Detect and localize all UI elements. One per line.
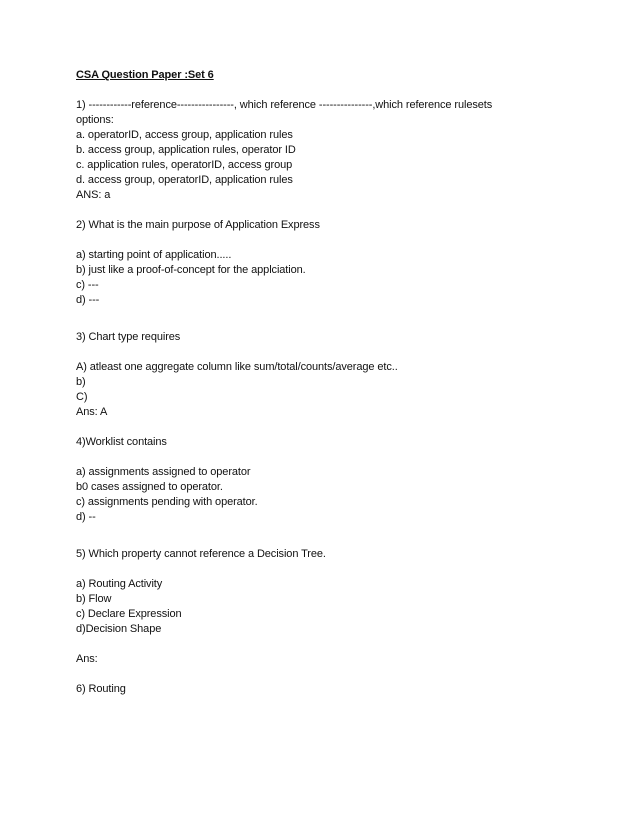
option-b: b) bbox=[76, 376, 86, 388]
option-a: a. operatorID, access group, application rules bbox=[76, 129, 293, 141]
spacer bbox=[76, 308, 596, 330]
option-d: d. access group, operatorID, application rules bbox=[76, 174, 293, 186]
question-text: 4)Worklist contains bbox=[76, 436, 167, 448]
question-text: 2) What is the main purpose of Application Express bbox=[76, 219, 320, 231]
document-body bbox=[76, 68, 596, 697]
question-1 bbox=[76, 98, 596, 203]
spacer bbox=[76, 637, 596, 652]
option-d: d) -- bbox=[76, 511, 96, 523]
document-title: CSA Question Paper :Set 6 bbox=[76, 69, 214, 81]
option-c: C) bbox=[76, 391, 88, 403]
option-b: b. access group, application rules, operator ID bbox=[76, 144, 296, 156]
question-4 bbox=[76, 435, 596, 525]
option-b: b) Flow bbox=[76, 593, 112, 605]
answer: Ans: bbox=[76, 653, 98, 665]
question-6 bbox=[76, 682, 596, 697]
answer: Ans: A bbox=[76, 406, 108, 418]
option-c: c) --- bbox=[76, 279, 99, 291]
spacer bbox=[76, 450, 596, 465]
spacer bbox=[76, 525, 596, 547]
spacer bbox=[76, 233, 596, 248]
option-d: d) --- bbox=[76, 294, 100, 306]
spacer bbox=[76, 667, 596, 682]
spacer bbox=[76, 562, 596, 577]
question-5 bbox=[76, 547, 596, 667]
spacer bbox=[76, 203, 596, 218]
option-c: c. application rules, operatorID, access group bbox=[76, 159, 293, 171]
question-text: 3) Chart type requires bbox=[76, 331, 181, 343]
question-3 bbox=[76, 330, 596, 420]
question-text: 6) Routing bbox=[76, 683, 126, 695]
question-2 bbox=[76, 218, 596, 308]
question-text: 5) Which property cannot reference a Decision Tree. bbox=[76, 548, 326, 560]
question-text: 1) ------------reference----------------, which reference ---------------,which reference rulesets bbox=[76, 99, 493, 111]
option-b: b0 cases assigned to operator. bbox=[76, 481, 223, 493]
answer: ANS: a bbox=[76, 189, 111, 201]
option-b: b) just like a proof-of-concept for the applciation. bbox=[76, 264, 306, 276]
option-a: A) atleast one aggregate column like sum/total/counts/average etc.. bbox=[76, 361, 398, 373]
option-d: d)Decision Shape bbox=[76, 623, 162, 635]
spacer bbox=[76, 420, 596, 435]
option-a: a) Routing Activity bbox=[76, 578, 163, 590]
option-c: c) Declare Expression bbox=[76, 608, 182, 620]
option-a: a) starting point of application..... bbox=[76, 249, 232, 261]
option-c: c) assignments pending with operator. bbox=[76, 496, 258, 508]
spacer bbox=[76, 345, 596, 360]
options-label: options: bbox=[76, 114, 114, 126]
option-a: a) assignments assigned to operator bbox=[76, 466, 251, 478]
